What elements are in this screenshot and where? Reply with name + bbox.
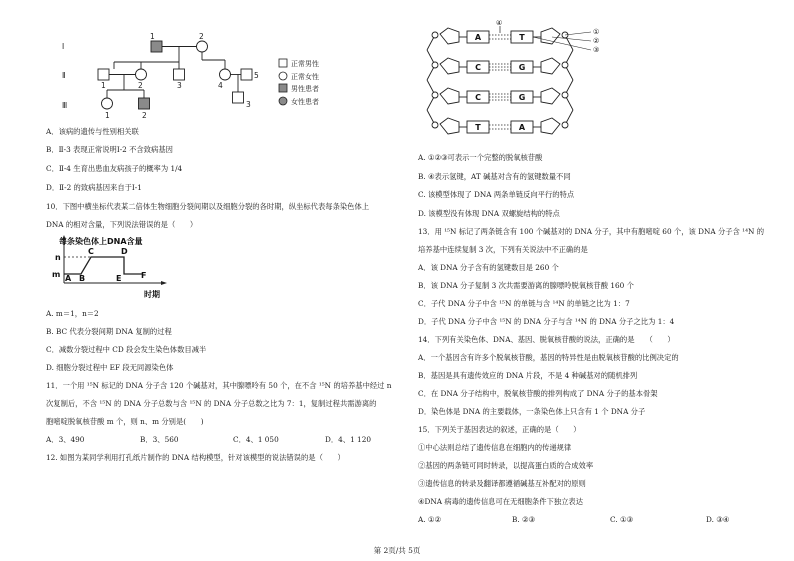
q11-option-c: C．4、1 050 <box>233 435 279 444</box>
svg-text:E: E <box>116 274 122 283</box>
legend-normal-male-icon <box>279 59 287 67</box>
dna-label-4: ④ <box>496 20 503 27</box>
pedigree-II3-normal-male <box>174 69 185 80</box>
q15-option-c: C. ①③ <box>610 515 634 524</box>
q13-option-d: D．子代 DNA 分子中含 ¹⁵N 的 DNA 分子与含 ¹⁴N 的 DNA 分子之比为 1：4 <box>418 317 675 326</box>
pedigree-III2-affected-male <box>139 98 150 109</box>
svg-text:4: 4 <box>218 81 223 90</box>
dna-base-right-2: G <box>518 63 526 72</box>
q12-stem: 12. 如图为某同学利用打孔纸片制作的 DNA 结构模型，针对该模型的说法错误的是（ ） <box>46 453 345 462</box>
dna-base-right-3: G <box>518 93 526 102</box>
q14-stem: 14．下列有关染色体、DNA、基因、脱氧核苷酸的说法，正确的是 （ ） <box>418 335 675 344</box>
pedigree-I2-normal-female <box>197 41 208 52</box>
q11-option-d: D．4、1 120 <box>325 435 371 444</box>
q9-option-d: D．Ⅱ-2 的致病基因来自于Ⅰ-1 <box>46 183 142 192</box>
q15-statement-2: ②基因的两条链可同时转录，以提高蛋白质的合成效率 <box>418 461 594 470</box>
q14-option-d: D．染色体是 DNA 的主要载体，一条染色体上只含有 1 个 DNA 分子 <box>418 407 646 416</box>
q11-stem-line2: 次复制后，不含 ¹⁵N 的 DNA 分子总数与含 ¹⁵N 的 DNA 分子总数之比为 7：1，复制过程共需游离的 <box>46 399 377 408</box>
dna-callout-3: ③ <box>593 46 600 54</box>
q10-dna-content-curve <box>64 257 143 274</box>
pedigree-II1-normal-male <box>98 69 109 80</box>
svg-text:1: 1 <box>150 32 155 41</box>
svg-text:3: 3 <box>177 81 182 90</box>
q9-option-c: C．Ⅱ-4 生育出患血友病孩子的概率为 1/4 <box>46 164 183 173</box>
q15-option-b: B. ②③ <box>512 515 536 524</box>
pedigree-III1-normal-female <box>102 98 113 109</box>
q10-option-b: B. BC 代表分裂间期 DNA 复制的过程 <box>46 327 172 336</box>
q15-statement-1: ①中心法则总结了遗传信息在细胞内的传递规律 <box>418 443 572 452</box>
dna-callout-2: ② <box>593 37 600 45</box>
q12-option-c: C. 该模型体现了 DNA 两条单链反向平行的特点 <box>418 190 575 199</box>
q10-option-c: C．减数分裂过程中 CD 段会发生染色体数目减半 <box>46 345 207 354</box>
q15-option-d: D. ③④ <box>706 515 730 524</box>
q14-option-a: A．一个基因含有许多个脱氧核苷酸，基因的特异性是由脱氧核苷酸的比例决定的 <box>418 353 679 362</box>
q10-stem-line1: 10．下图中横坐标代表某二倍体生物细胞分裂间期以及细胞分裂的各时期，纵坐标代表每条染色体上 <box>46 202 370 211</box>
svg-text:B: B <box>79 274 86 283</box>
q12-option-d: D. 该模型没有体现 DNA 双螺旋结构的特点 <box>418 209 560 218</box>
svg-text:2: 2 <box>138 81 143 90</box>
q10-graph-title: 每条染色体上DNA含量 <box>59 237 143 246</box>
q13-option-c: C．子代 DNA 分子中含 ¹⁵N 的单链与含 ¹⁴N 的单链之比为 1：7 <box>418 299 630 308</box>
q15-statement-4: ④DNA 病毒的遗传信息可在无细胞条件下独立表达 <box>418 497 584 506</box>
svg-text:F: F <box>141 271 147 280</box>
q12-option-a: A. ①②③可表示一个完整的脱氧核苷酸 <box>418 153 543 162</box>
svg-text:3: 3 <box>246 100 251 109</box>
q15-statement-3: ③遗传信息的转录及翻译都遵循碱基互补配对的原则 <box>418 479 586 488</box>
svg-text:1: 1 <box>105 111 110 120</box>
q13-stem-line1: 13．用 ¹⁵N 标记了两条链含有 100 个碱基对的 DNA 分子，其中有胞嘧啶 60 个，该 DNA 分子含 ¹⁴N 的 <box>418 227 765 236</box>
q9-option-a: A．该病的遗传与性别相关联 <box>46 127 139 136</box>
generation-label-3: Ⅲ <box>62 101 68 110</box>
dna-base-left-4: T <box>475 123 481 132</box>
q14-option-b: B．基因是具有遗传效应的 DNA 片段，不是 4 种碱基对的随机排列 <box>418 371 638 380</box>
svg-text:2: 2 <box>142 111 147 120</box>
pedigree-diagram <box>50 30 380 130</box>
dna-base-left-1: A <box>474 33 482 42</box>
dna-model-diagram <box>415 20 615 148</box>
pedigree-II5-normal-male <box>241 69 252 80</box>
q12-option-b: B. ④表示氢键，AT 碱基对含有的氢键数量不同 <box>418 172 571 181</box>
legend-normal-female: 正常女性 <box>291 73 319 81</box>
legend-normal-male: 正常男性 <box>291 60 319 68</box>
q15-option-a: A. ①② <box>418 515 441 524</box>
q10-dna-content-graph <box>46 233 216 305</box>
pedigree-II2-normal-female <box>136 69 147 80</box>
q14-option-c: C．在 DNA 分子结构中，脱氧核苷酸的排列构成了 DNA 分子的基本骨架 <box>418 389 658 398</box>
svg-text:2: 2 <box>199 32 204 41</box>
svg-text:n: n <box>55 253 61 262</box>
q11-stem-line1: 11．一个用 ¹⁵N 标记的 DNA 分子含 120 个碱基对，其中腺嘌呤有 50 个，在不含 ¹⁵N 的培养基中经过 n <box>46 381 392 390</box>
legend-affected-male-icon <box>279 84 287 92</box>
q13-stem-line2: 培养基中连续复制 3 次，下列有关说法中不正确的是 <box>418 245 588 254</box>
legend-affected-male: 男性患者 <box>291 85 319 93</box>
generation-label-1: Ⅰ <box>62 42 65 51</box>
q15-stem: 15．下列关于基因表达的叙述，正确的是（ ） <box>418 425 581 434</box>
dna-base-right-1: T <box>519 33 525 42</box>
q11-stem-line3: 胞嘧啶脱氧核苷酸 m 个，则 n、m 分别是( ) <box>46 417 204 426</box>
svg-text:5: 5 <box>254 71 259 80</box>
generation-label-2: Ⅱ <box>62 71 66 80</box>
dna-base-left-2: C <box>475 63 481 72</box>
q10-option-d: D. 细胞分裂过程中 EF 段无同源染色体 <box>46 363 174 372</box>
q9-option-b: B．Ⅱ-3 表现正常说明Ⅰ-2 不含致病基因 <box>46 145 173 154</box>
svg-text:m: m <box>52 270 61 279</box>
legend-normal-female-icon <box>279 72 287 80</box>
q10-stem-line2: DNA 的相对含量，下列说法错误的是（ ） <box>46 220 198 229</box>
q13-option-b: B．该 DNA 分子复制 3 次共需要游离的腺嘌呤脱氧核苷酸 160 个 <box>418 281 634 290</box>
svg-text:A: A <box>65 274 72 283</box>
pedigree-I1-affected-male <box>151 41 162 52</box>
legend-affected-female-icon <box>279 97 287 105</box>
pedigree-II4-normal-female <box>220 69 231 80</box>
svg-text:D: D <box>121 247 128 256</box>
page-footer: 第 2页/共 5页 <box>373 546 421 555</box>
dna-callout-1: ① <box>593 28 600 36</box>
q10-graph-xlabel: 时期 <box>144 290 160 299</box>
svg-text:C: C <box>88 247 94 256</box>
q11-option-a: A．3、490 <box>46 435 85 444</box>
q10-option-a: A. m＝1，n＝2 <box>46 309 99 318</box>
pedigree-III3-normal-male <box>233 92 244 103</box>
svg-text:1: 1 <box>101 81 106 90</box>
dna-base-left-3: C <box>475 93 481 102</box>
dna-base-right-4: A <box>518 123 526 132</box>
legend-affected-female: 女性患者 <box>291 98 319 106</box>
q11-option-b: B．3、560 <box>140 435 179 444</box>
q13-option-a: A．该 DNA 分子含有的氢键数目是 260 个 <box>418 263 559 272</box>
